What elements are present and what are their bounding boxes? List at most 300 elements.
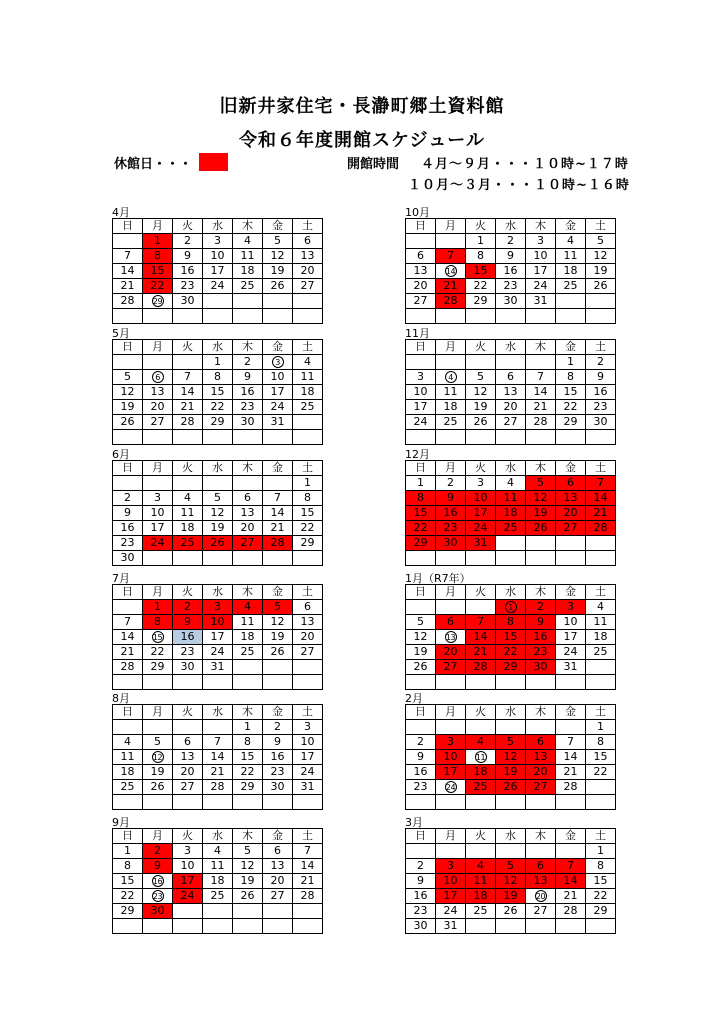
- day-number: 24: [210, 279, 225, 292]
- day-cell: [173, 294, 203, 309]
- day-cell: [203, 521, 233, 536]
- day-number: 9: [537, 615, 544, 628]
- closed-day-cell: [436, 536, 466, 551]
- day-cell: [293, 506, 323, 521]
- weekday-header: 水: [496, 461, 526, 476]
- day-cell: [203, 750, 233, 765]
- day-number: 30: [180, 660, 195, 673]
- empty-cell: [406, 720, 436, 735]
- day-cell: [143, 294, 173, 309]
- weekday-header: 月: [436, 585, 466, 600]
- closed-day-cell: [436, 859, 466, 874]
- month-table: [405, 584, 616, 690]
- closed-day-cell: [436, 506, 466, 521]
- day-number: 28: [180, 415, 195, 428]
- day-cell: [203, 370, 233, 385]
- empty-cell: [466, 795, 496, 810]
- weekday-header: 月: [143, 340, 173, 355]
- weekday-header-row: [113, 585, 323, 600]
- day-number: 8: [304, 491, 311, 504]
- weekday-header: 土: [586, 585, 616, 600]
- day-number: 16: [503, 264, 518, 277]
- day-cell: [556, 385, 586, 400]
- day-number: 27: [240, 536, 255, 549]
- closed-day-cell: [143, 844, 173, 859]
- weekday-header: 月: [143, 461, 173, 476]
- day-cell: [496, 234, 526, 249]
- day-cell: [113, 551, 143, 566]
- day-cell: [496, 264, 526, 279]
- weekday-header: 木: [526, 829, 556, 844]
- month-table: [112, 218, 323, 324]
- day-number: 22: [240, 765, 255, 778]
- day-cell: [406, 780, 436, 795]
- day-number: 17: [210, 264, 225, 277]
- empty-cell: [233, 675, 263, 690]
- day-number: 22: [120, 889, 135, 902]
- day-number: 7: [537, 370, 544, 383]
- closed-day-cell: [466, 735, 496, 750]
- day-cell: [293, 859, 323, 874]
- day-number: 21: [443, 279, 458, 292]
- weekday-header: 土: [293, 461, 323, 476]
- day-number: 18: [503, 506, 518, 519]
- closed-day-cell: [556, 600, 586, 615]
- day-number: 26: [473, 415, 488, 428]
- closed-day-cell: [556, 491, 586, 506]
- week-row: [113, 780, 323, 795]
- closed-day-cell: [526, 750, 556, 765]
- day-number: 27: [533, 780, 548, 793]
- day-cell: [263, 874, 293, 889]
- closed-day-cell: [526, 874, 556, 889]
- month-label: 1月（R7年）: [405, 572, 471, 585]
- day-cell: [113, 780, 143, 795]
- day-number: 24: [270, 400, 285, 413]
- closed-day-cell: [466, 630, 496, 645]
- day-number: 10: [443, 874, 458, 887]
- week-row: [406, 750, 616, 765]
- day-cell: [143, 765, 173, 780]
- day-number: 15: [210, 385, 225, 398]
- closed-day-cell: [496, 506, 526, 521]
- empty-cell: [173, 430, 203, 445]
- day-number: 4: [477, 735, 484, 748]
- day-cell: [293, 400, 323, 415]
- day-number: 21: [120, 645, 135, 658]
- closed-day-cell: [496, 521, 526, 536]
- day-cell: [406, 859, 436, 874]
- day-number: 20: [503, 400, 518, 413]
- weekday-header: 月: [436, 219, 466, 234]
- day-number: 20: [443, 645, 458, 658]
- day-number: 24: [210, 645, 225, 658]
- day-number: 24: [533, 279, 548, 292]
- empty-cell: [406, 234, 436, 249]
- day-cell: [556, 615, 586, 630]
- closed-day-cell: [526, 476, 556, 491]
- day-number: 14: [533, 385, 548, 398]
- day-number: 17: [473, 506, 488, 519]
- closed-day-cell: [526, 660, 556, 675]
- week-row: [406, 400, 616, 415]
- day-cell: [203, 765, 233, 780]
- day-number: 16: [120, 521, 135, 534]
- day-cell: [173, 859, 203, 874]
- day-number: 10: [413, 385, 428, 398]
- circled-day-number: 11: [475, 753, 486, 762]
- day-cell: [203, 234, 233, 249]
- empty-cell: [556, 844, 586, 859]
- week-row: [406, 904, 616, 919]
- weekday-header: 金: [556, 219, 586, 234]
- day-number: 4: [304, 355, 311, 368]
- month-label: 7月: [112, 572, 130, 585]
- week-row: [113, 521, 323, 536]
- day-number: 18: [473, 889, 488, 902]
- day-cell: [496, 294, 526, 309]
- closed-day-cell: [466, 660, 496, 675]
- empty-cell: [496, 309, 526, 324]
- day-cell: [203, 859, 233, 874]
- day-number: 10: [150, 506, 165, 519]
- month-table: [405, 704, 616, 810]
- day-number: 22: [150, 645, 165, 658]
- day-number: 29: [120, 904, 135, 917]
- week-row: [113, 844, 323, 859]
- day-number: 8: [507, 615, 514, 628]
- closed-day-cell: [436, 294, 466, 309]
- day-cell: [113, 765, 143, 780]
- day-number: 19: [150, 765, 165, 778]
- day-number: 13: [413, 264, 428, 277]
- day-cell: [143, 735, 173, 750]
- day-number: 29: [563, 415, 578, 428]
- empty-cell: [556, 536, 586, 551]
- day-number: 27: [563, 521, 578, 534]
- empty-cell: [586, 919, 616, 934]
- closed-day-cell: [556, 874, 586, 889]
- empty-cell: [466, 675, 496, 690]
- day-number: 8: [597, 859, 604, 872]
- day-number: 2: [184, 234, 191, 247]
- week-row: [113, 506, 323, 521]
- closed-day-cell: [203, 615, 233, 630]
- day-cell: [556, 249, 586, 264]
- day-number: 11: [563, 249, 578, 262]
- day-cell: [173, 750, 203, 765]
- day-number: 19: [270, 630, 285, 643]
- closed-day-cell: [496, 780, 526, 795]
- closed-day-cell: [436, 735, 466, 750]
- empty-cell: [143, 355, 173, 370]
- day-number: 10: [300, 735, 315, 748]
- day-cell: [263, 859, 293, 874]
- closed-day-cell: [143, 234, 173, 249]
- weekday-header: 日: [406, 461, 436, 476]
- day-cell: [406, 415, 436, 430]
- empty-cell: [203, 476, 233, 491]
- day-number: 5: [244, 844, 251, 857]
- day-cell: [113, 874, 143, 889]
- month-table: [112, 584, 323, 690]
- closed-day-cell: [143, 264, 173, 279]
- day-cell: [526, 415, 556, 430]
- day-cell: [233, 874, 263, 889]
- empty-cell: [113, 476, 143, 491]
- day-number: 25: [593, 645, 608, 658]
- day-number: 18: [593, 630, 608, 643]
- day-number: 18: [120, 765, 135, 778]
- day-cell: [526, 400, 556, 415]
- day-number: 25: [443, 415, 458, 428]
- day-cell: [466, 279, 496, 294]
- day-cell: [173, 844, 203, 859]
- day-cell: [556, 264, 586, 279]
- empty-cell: [406, 795, 436, 810]
- day-number: 21: [210, 765, 225, 778]
- weekday-header: 木: [526, 340, 556, 355]
- day-number: 15: [300, 506, 315, 519]
- day-cell: [233, 615, 263, 630]
- day-cell: [143, 645, 173, 660]
- day-number: 29: [503, 660, 518, 673]
- day-cell: [173, 234, 203, 249]
- day-cell: [233, 385, 263, 400]
- day-number: 26: [120, 415, 135, 428]
- month-label: 9月: [112, 816, 130, 829]
- day-cell: [526, 294, 556, 309]
- empty-cell: [436, 355, 466, 370]
- empty-cell: [233, 904, 263, 919]
- day-number: 7: [567, 859, 574, 872]
- day-cell: [173, 765, 203, 780]
- day-number: 27: [503, 415, 518, 428]
- day-number: 13: [240, 506, 255, 519]
- weekday-header: 木: [233, 340, 263, 355]
- day-cell: [143, 889, 173, 904]
- day-number: 11: [120, 750, 135, 763]
- empty-cell: [263, 675, 293, 690]
- month-label: 8月: [112, 692, 130, 705]
- day-number: 3: [154, 491, 161, 504]
- weekday-header: 木: [233, 219, 263, 234]
- week-row: [113, 309, 323, 324]
- empty-cell: [586, 430, 616, 445]
- day-number: 28: [443, 294, 458, 307]
- empty-cell: [143, 309, 173, 324]
- weekday-header-row: [406, 829, 616, 844]
- closed-day-cell: [466, 491, 496, 506]
- day-number: 5: [154, 735, 161, 748]
- day-number: 9: [244, 370, 251, 383]
- empty-cell: [233, 294, 263, 309]
- day-cell: [556, 889, 586, 904]
- day-cell: [263, 630, 293, 645]
- day-number: 14: [120, 630, 135, 643]
- week-row: [406, 795, 616, 810]
- week-row: [113, 615, 323, 630]
- closed-day-cell: [143, 600, 173, 615]
- week-row: [113, 735, 323, 750]
- closed-day-cell: [466, 780, 496, 795]
- day-number: 15: [563, 385, 578, 398]
- day-number: 2: [417, 735, 424, 748]
- weekday-header: 土: [586, 340, 616, 355]
- empty-cell: [406, 355, 436, 370]
- day-cell: [233, 735, 263, 750]
- day-number: 3: [214, 234, 221, 247]
- day-number: 8: [154, 249, 161, 262]
- weekday-header: 日: [113, 340, 143, 355]
- closed-day-cell: [586, 521, 616, 536]
- day-cell: [526, 249, 556, 264]
- day-cell: [556, 630, 586, 645]
- weekday-header: 月: [436, 340, 466, 355]
- week-row: [406, 765, 616, 780]
- day-number: 16: [180, 264, 195, 277]
- week-row: [406, 859, 616, 874]
- week-row: [113, 630, 323, 645]
- empty-cell: [143, 720, 173, 735]
- day-cell: [293, 615, 323, 630]
- page-title: 旧新井家住宅・長瀞町郷土資料館: [219, 96, 505, 117]
- day-cell: [496, 400, 526, 415]
- day-number: 4: [477, 859, 484, 872]
- day-cell: [113, 249, 143, 264]
- day-number: 13: [150, 385, 165, 398]
- week-row: [113, 750, 323, 765]
- day-cell: [263, 889, 293, 904]
- weekday-header-row: [113, 705, 323, 720]
- week-row: [406, 600, 616, 615]
- day-cell: [143, 750, 173, 765]
- closed-day-cell: [526, 506, 556, 521]
- weekday-header: 木: [233, 585, 263, 600]
- empty-cell: [293, 415, 323, 430]
- empty-cell: [203, 795, 233, 810]
- closed-day-cell: [406, 506, 436, 521]
- day-number: 6: [537, 735, 544, 748]
- day-number: 3: [184, 844, 191, 857]
- day-number: 13: [503, 385, 518, 398]
- empty-cell: [233, 430, 263, 445]
- day-cell: [293, 765, 323, 780]
- day-number: 23: [503, 279, 518, 292]
- day-cell: [263, 844, 293, 859]
- day-cell: [293, 385, 323, 400]
- day-number: 4: [124, 735, 131, 748]
- day-cell: [203, 889, 233, 904]
- day-number: 24: [443, 904, 458, 917]
- week-row: [113, 294, 323, 309]
- month-table: [405, 339, 616, 445]
- empty-cell: [406, 551, 436, 566]
- circled-day-number: 3: [272, 356, 284, 368]
- opening-hours-winter: １０月～３月・・・１０時~１６時: [408, 178, 630, 193]
- day-number: 8: [417, 491, 424, 504]
- closed-day-cell: [466, 889, 496, 904]
- day-cell: [406, 400, 436, 415]
- day-number: 25: [563, 279, 578, 292]
- day-cell: [113, 889, 143, 904]
- day-cell: [526, 279, 556, 294]
- day-cell: [406, 279, 436, 294]
- empty-cell: [586, 795, 616, 810]
- day-cell: [466, 294, 496, 309]
- day-number: 22: [503, 645, 518, 658]
- day-number: 12: [270, 249, 285, 262]
- empty-cell: [496, 675, 526, 690]
- day-number: 23: [240, 400, 255, 413]
- day-number: 18: [180, 521, 195, 534]
- weekday-header: 金: [263, 585, 293, 600]
- day-number: 2: [417, 859, 424, 872]
- empty-cell: [436, 551, 466, 566]
- closed-day-cell: [466, 765, 496, 780]
- day-cell: [143, 400, 173, 415]
- weekday-header: 火: [173, 461, 203, 476]
- day-number: 1: [154, 600, 161, 613]
- day-cell: [293, 370, 323, 385]
- day-cell: [173, 660, 203, 675]
- day-number: 12: [270, 615, 285, 628]
- day-cell: [556, 279, 586, 294]
- empty-cell: [293, 551, 323, 566]
- circled-day-number: 15: [152, 633, 163, 642]
- closed-day-cell: [556, 521, 586, 536]
- day-number: 30: [270, 780, 285, 793]
- empty-cell: [586, 660, 616, 675]
- day-cell: [406, 904, 436, 919]
- day-number: 20: [240, 521, 255, 534]
- day-cell: [293, 735, 323, 750]
- day-number: 14: [563, 874, 578, 887]
- day-number: 8: [597, 735, 604, 748]
- weekday-header-row: [113, 461, 323, 476]
- empty-cell: [203, 551, 233, 566]
- closed-day-cell: [436, 645, 466, 660]
- day-cell: [113, 370, 143, 385]
- weekday-header: 日: [406, 340, 436, 355]
- empty-cell: [263, 551, 293, 566]
- closed-day-cell: [173, 874, 203, 889]
- day-number: 12: [503, 874, 518, 887]
- day-cell: [263, 385, 293, 400]
- empty-cell: [526, 720, 556, 735]
- day-cell: [526, 889, 556, 904]
- day-cell: [203, 415, 233, 430]
- day-cell: [293, 536, 323, 551]
- day-cell: [233, 765, 263, 780]
- closed-day-cell: [526, 765, 556, 780]
- day-number: 4: [597, 600, 604, 613]
- day-number: 23: [593, 400, 608, 413]
- weekday-header: 日: [113, 461, 143, 476]
- empty-cell: [203, 919, 233, 934]
- closed-day-cell: [233, 600, 263, 615]
- empty-cell: [556, 309, 586, 324]
- day-number: 3: [214, 600, 221, 613]
- empty-cell: [233, 795, 263, 810]
- closed-day-cell: [496, 735, 526, 750]
- day-number: 30: [413, 919, 428, 932]
- closed-day-cell: [526, 615, 556, 630]
- day-cell: [203, 630, 233, 645]
- day-cell: [556, 234, 586, 249]
- closed-day-cell: [436, 765, 466, 780]
- day-cell: [586, 385, 616, 400]
